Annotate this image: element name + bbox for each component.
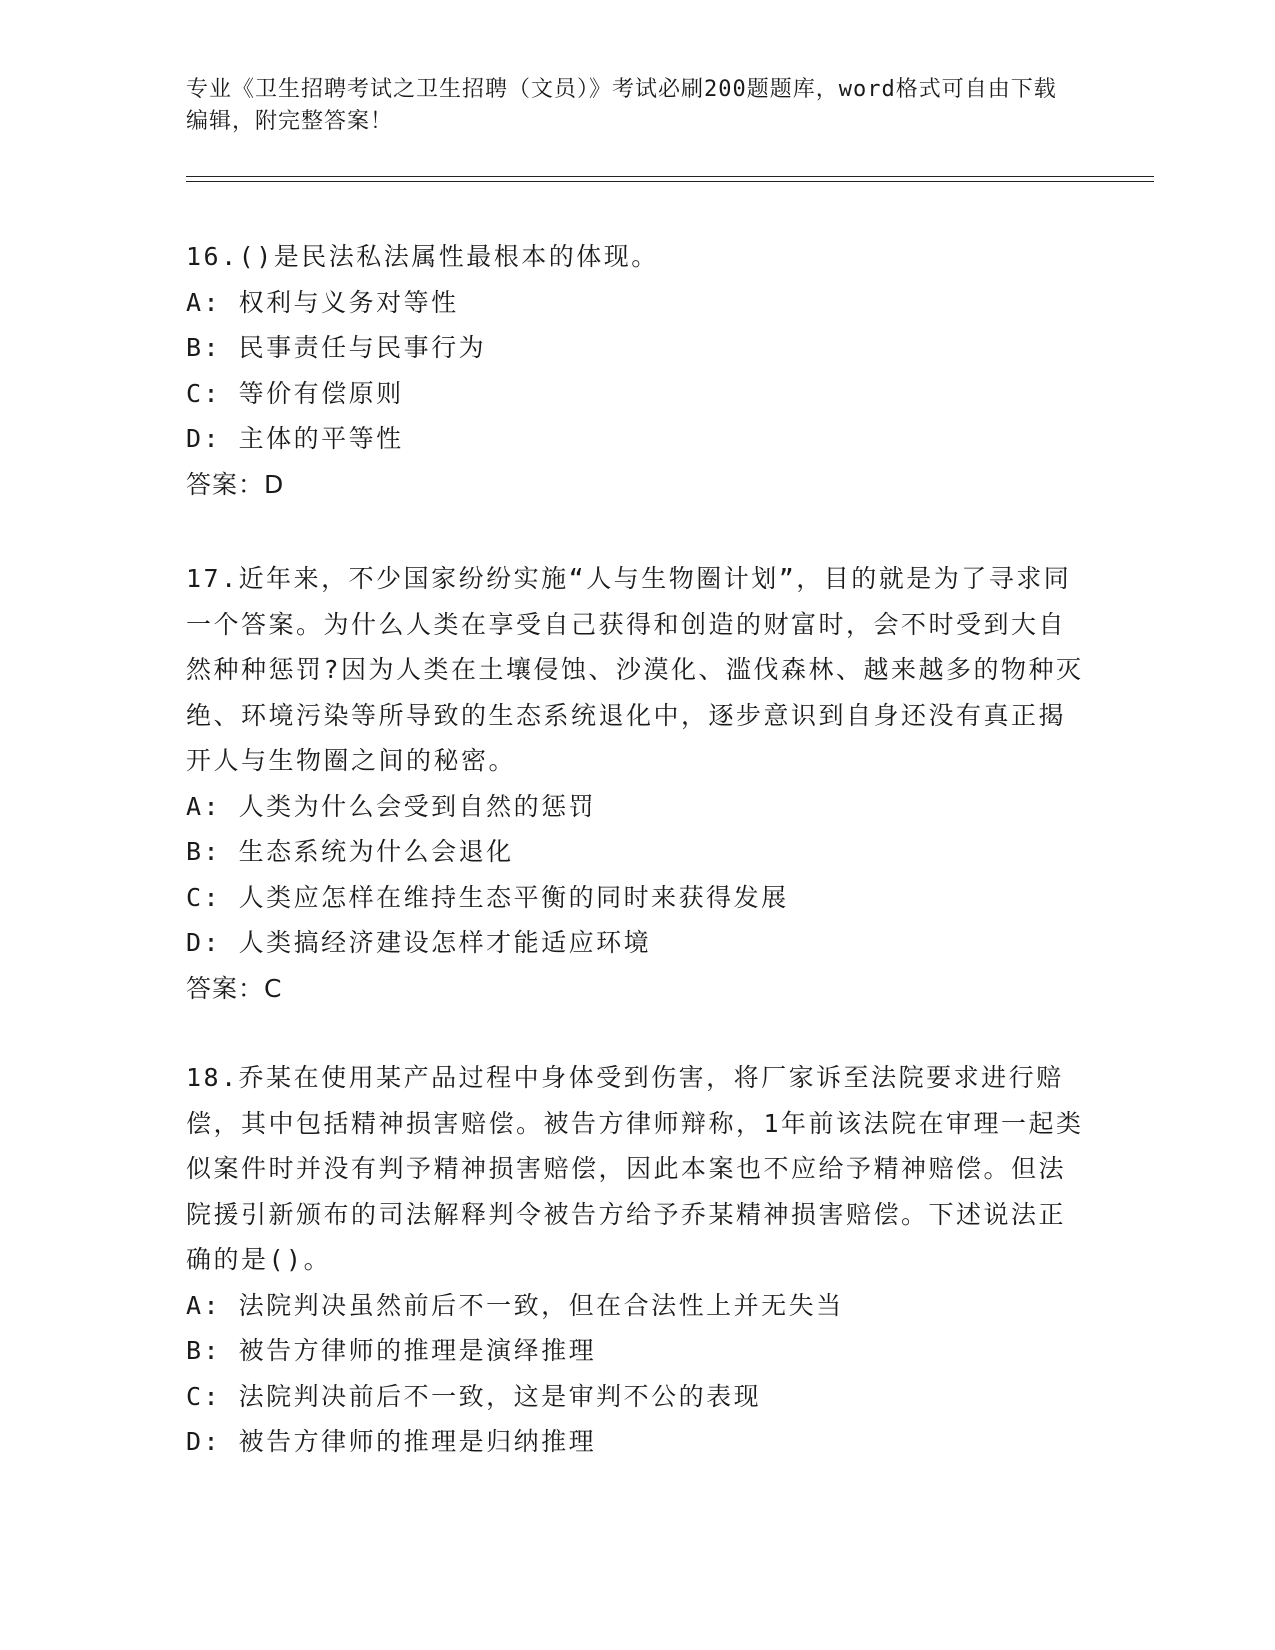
option-a: A: 权利与义务对等性: [186, 287, 459, 317]
header-divider-top: [186, 176, 1154, 177]
question-18: [186, 1055, 1086, 1465]
answer-label: 答案：D: [186, 469, 285, 499]
question-17: [186, 556, 1086, 1011]
option-c: C: 等价有偿原则: [186, 378, 404, 408]
option-b: B: 被告方律师的推理是演绎推理: [186, 1336, 597, 1365]
question-stem: 17.近年来，不少国家纷纷实施“人与生物圈计划”，目的就是为了寻求同一个答案。为什么人类在享受自己获得和创造的财富时，会不时受到大自然种种惩罚?因为人类在土壤侵蚀、沙漠化、滥伐森林、越来越多的物种灭绝、环境污染等所导致的生态系统退化中，逐步意识到自身还没有真正揭开人与生物圈之间的秘密。: [186, 564, 1084, 775]
option-c: C: 法院判决前后不一致，这是审判不公的表现: [186, 1381, 762, 1411]
option-c: C: 人类应怎样在维持生态平衡的同时来获得发展: [186, 882, 789, 912]
option-b: B: 生态系统为什么会退化: [186, 837, 514, 866]
option-d: D: 被告方律师的推理是归纳推理: [186, 1427, 597, 1456]
option-b: B: 民事责任与民事行为: [186, 333, 487, 362]
option-d: D: 人类搞经济建设怎样才能适应环境: [186, 928, 652, 957]
question-16: [186, 234, 1086, 507]
option-d: D: 主体的平等性: [186, 424, 404, 453]
question-stem: 16.()是民法私法属性最根本的体现。: [186, 242, 659, 271]
header-divider-bottom: [186, 181, 1154, 182]
option-a: A: 法院判决虽然前后不一致，但在合法性上并无失当: [186, 1290, 844, 1320]
document-intro: 专业《卫生招聘考试之卫生招聘（文员）》考试必刷200题题库，word格式可自由下载编辑，附完整答案！: [186, 77, 1057, 134]
option-a: A: 人类为什么会受到自然的惩罚: [186, 791, 597, 821]
question-stem: 18.乔某在使用某产品过程中身体受到伤害，将厂家诉至法院要求进行赔偿，其中包括精神损害赔偿。被告方律师辩称，1年前该法院在审理一起类似案件时并没有判予精神损害赔偿，因此本案也不应给予精神赔偿。但法院援引新颁布的司法解释判令被告方给予乔某精神损害赔偿。下述说法正确的是()。: [186, 1063, 1084, 1274]
answer-label: 答案：C: [186, 973, 283, 1003]
